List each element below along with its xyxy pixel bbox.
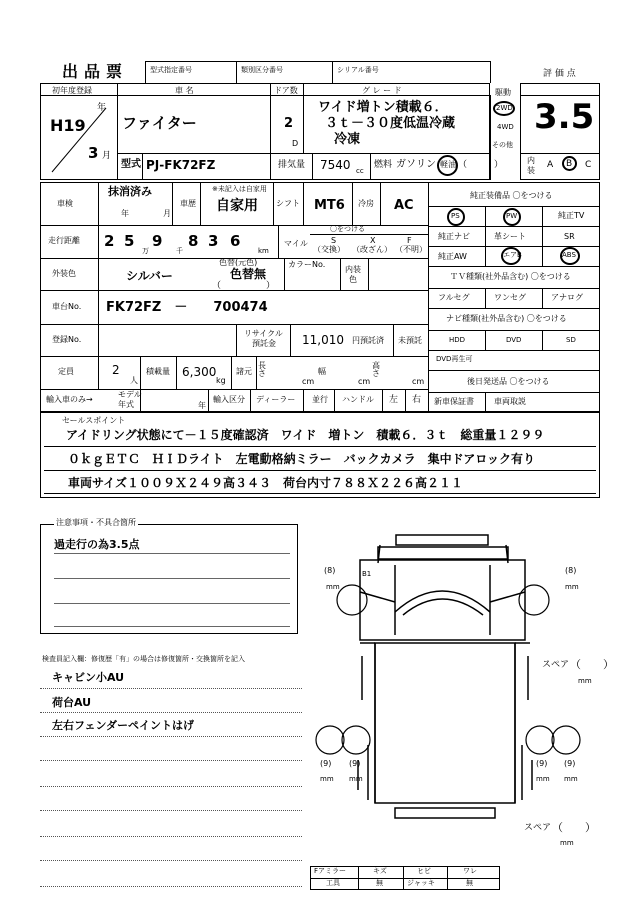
handle-right[interactable]: 右 [412,395,422,405]
tire-fl-depth: (8) [324,566,336,575]
year-unit: 年 [97,103,107,113]
load-label: 積載量 [146,367,170,376]
mile-opt-x-desc: （改ざん） [352,245,392,254]
grade-line-3: 冷凍 [334,132,361,147]
later-warranty[interactable]: 新車保証書 [434,397,474,406]
reg-no-label: 登録No. [52,335,82,344]
spare-2-paren: （ ） [552,821,596,834]
import-parallel[interactable]: 並行 [312,395,328,404]
dims-length-label: 長さ [258,361,266,378]
rear-bumper [395,808,495,818]
mile-opt-f-desc: （不明） [395,245,427,254]
drive-label: 駆動 [495,88,511,97]
color-paren: （ ） [212,281,276,291]
history-note: ※未記入は自家用 [212,185,267,193]
inspector-line-2: 荷台AU [52,696,92,709]
capacity-value: 2 [112,363,120,377]
grade-line-1: ワイド増トン積載６． [318,100,448,115]
recycle-label-2: 預託金 [252,339,276,348]
later-title: 後日発送品 〇をつける [467,377,550,386]
int-c[interactable]: C [585,160,592,170]
drive-4wd[interactable]: 4WD [497,123,514,131]
load-value: 6,300 [182,365,217,379]
cab-body [360,560,525,640]
tires [316,585,580,754]
tv-oneseg[interactable]: ワンセグ [494,293,526,302]
cargo-bed [375,643,515,803]
legend-tools-value: 無 [376,879,383,887]
inspection-label: 車検 [57,199,73,208]
inspection-month: 月 [163,209,171,218]
inspector-line-1: キャビン小AU [52,671,125,684]
spare-1-paren: （ ） [570,658,614,671]
spare-2-label: スペア [524,823,552,833]
disp-value: 7540 [320,158,351,172]
equip-title: 純正装備品 〇をつける [470,191,553,200]
color-change-value: 色替無 [230,267,267,281]
door-label: ドア数 [274,86,298,95]
legend-jack-value: 無 [466,879,473,887]
tire-fl-unit: mm [326,583,340,591]
int-color-label-1: 内装 [345,265,361,274]
color-change-label: 色替(元色) [219,258,258,267]
form-title: 出品票 [62,62,129,81]
tire-rr-inner-unit: mm [536,775,550,783]
mileage-digit: 8 [188,232,199,250]
legend-mirror: Fアミラー [314,867,347,875]
mileage-unit: 千 [176,247,183,255]
handle-label: ハンドル [342,395,374,404]
recycle-value: 11,010 [302,333,344,347]
mileage-unit: 万 [142,247,149,255]
dims-length-unit: cm [302,377,315,386]
spare-1-unit: mm [578,677,592,685]
fuel-value: ガソリン [396,159,436,170]
tire-rl-outer-unit: mm [320,775,334,783]
mileage-digit: 6 [230,232,241,250]
dims-width-label: 幅 [318,367,326,376]
inspection-year: 年 [121,209,129,218]
tire-rear-left-inner [342,726,370,754]
tire-rl-inner-depth: (9) [349,759,361,768]
dims-height-label: 高さ [372,361,380,378]
equip-navi[interactable]: 純正ナビ [438,232,470,241]
import-kind-label: 輸入区分 [213,395,245,404]
equip-sr[interactable]: SR [564,232,575,241]
spare-1-label: スペア [542,660,570,670]
mile-opt-f[interactable]: F [407,236,412,245]
fuel-label: 燃料 [374,160,393,170]
mileage-digit: 9 [152,232,163,250]
fuel-diesel[interactable]: 軽油 [440,160,456,169]
mile-opt-x[interactable]: X [370,236,376,245]
tire-front-left [337,585,367,615]
tv-fullseg[interactable]: フルセグ [438,293,470,302]
notes-label: 注意事項・不具合箇所 [56,518,136,527]
mark-b1: B1 [362,570,372,578]
inspection-value: 抹消済み [108,185,152,198]
history-label: 車歴 [180,199,196,208]
tire-rr-inner-depth: (9) [536,759,548,768]
month-unit: 月 [102,151,112,161]
tire-rr-outer-unit: mm [564,775,578,783]
notes-line-1: 過走行の為3.5点 [54,538,140,551]
history-value: 自家用 [216,198,258,214]
reg-label: 初年度登録 [52,86,92,95]
mileage-unit: km [258,247,269,255]
disp-unit: cc [356,167,364,175]
mile-note: 〇をつける [330,225,365,233]
legend-jack: ジャッキ [407,879,435,887]
cab-roof [396,535,488,545]
dims-height-unit: cm [412,377,425,386]
int-a[interactable]: A [547,160,554,170]
spare-2-unit: mm [560,839,574,847]
color-no-label: カラーNo. [288,260,326,269]
mileage-digit: 2 [104,232,115,250]
model-year-label-1: モデル [118,390,142,399]
recycle-label-1: リサイクル [244,329,283,338]
color-value: シルバー [126,269,173,283]
score-label: 評 価 点 [543,69,576,79]
fuel-other: （ ） [458,160,504,170]
mileage-digit: 5 [124,232,135,250]
tire-rear-left-outer [316,726,344,754]
model-year-label-2: 年式 [118,400,134,409]
legend-crack: ヒビ [417,867,431,875]
capacity-unit: 人 [130,376,138,385]
recycle-no: 未預託 [398,336,422,345]
import-dealer[interactable]: ディーラー [256,395,296,404]
equip-abs[interactable]: ABS [562,251,576,259]
ac-label: 冷房 [358,199,374,208]
type-value: PJ-FK72FZ [146,158,216,172]
navi-dvd[interactable]: DVD [506,336,522,344]
tire-front-right [519,585,549,615]
doors: 2 [284,116,294,131]
legend-scratch: キズ [373,867,387,875]
sales-label: セールスポイント [62,416,126,425]
tire-rl-inner-unit: mm [349,775,363,783]
dims-width-unit: cm [358,377,371,386]
tire-fr-unit: mm [565,583,579,591]
int-color-label-2: 色 [349,275,357,284]
inspector-label: 検査員記入欄：修復歴「有」の場合は修復箇所・交換箇所を記入 [42,655,245,663]
later-manual[interactable]: 車両取説 [494,397,526,406]
car-name: ファイター [122,114,197,132]
name-label: 車 名 [175,86,194,95]
door-unit: D [292,139,299,148]
field-type-spec: 型式指定番号 [150,66,192,74]
type-label: 型式 [121,159,141,170]
equip-leather[interactable]: 革シート [494,232,526,241]
grade-line-2: ３ｔ－３０度低温冷蔵 [325,116,456,131]
sales-line-3: 車両サイズ１００９Ｘ２４９高３４３ 荷台内寸７８８Ｘ２２６高２１１ [68,476,464,490]
handle-left[interactable]: 左 [389,395,399,405]
score-value: 3.5 [534,97,595,137]
load-unit: kg [216,376,226,385]
sales-line-1: アイドリング状態にて－１５度確認済 ワイド 増トン 積載６．３ｔ 総重量１２９９ [66,428,545,442]
dvd-play[interactable]: DVD再生可 [436,355,473,363]
color-label: 外装色 [52,269,76,278]
tv-title: ＴＶ種類(社外品含む) 〇をつける [450,272,571,281]
navi-title: ナビ種類(社外品含む) 〇をつける [446,314,567,323]
mile-opt-s[interactable]: S [331,236,337,245]
model-year-unit: 年 [198,401,206,410]
grade-label: グ レ ー ド [362,86,402,95]
disp-label: 排気量 [278,160,306,170]
field-class-no: 類別区分番号 [241,66,283,74]
mile-label: マイル [284,239,308,248]
capacity-label: 定員 [58,367,74,376]
dims-label: 諸元 [236,367,252,376]
cab-front [378,547,508,559]
shift-value: MT6 [314,198,345,213]
mile-opt-s-desc: （交換） [313,245,345,254]
sales-line-2: ０ｋｇＥＴＣ ＨＩＤライト 左電動格納ミラー バックカメラ 集中ドアロック有り [68,452,536,466]
equip-ps[interactable]: PS [451,212,460,220]
reg-month: 3 [88,144,99,162]
drive-2wd[interactable]: 2WD [496,104,513,112]
equip-aw[interactable]: 純正AW [438,252,467,261]
windshield [395,591,490,612]
tire-fr-depth: (8) [565,566,577,575]
int-label-1: 内 [527,156,535,165]
tire-rl-outer-depth: (9) [320,759,332,768]
int-label-2: 装 [527,166,535,175]
legend-tools: 工具 [326,879,340,887]
inspector-line-3: 左右フェンダーペイントはげ [52,719,195,732]
mileage-digit: 3 [208,232,219,250]
equip-pw[interactable]: PW [506,212,518,220]
field-serial: シリアル番号 [337,66,379,74]
chassis-label: 車台No. [52,302,82,311]
reg-era: H19 [50,116,86,135]
tire-rear-right-inner [526,726,554,754]
legend-break: ワレ [463,867,477,875]
mileage-label: 走行距離 [48,236,80,245]
shift-label: シフト [276,199,300,208]
drive-other[interactable]: その他 [492,141,513,149]
navi-hdd[interactable]: HDD [449,336,466,344]
tire-rear-right-outer [552,726,580,754]
tire-rr-outer-depth: (9) [564,759,576,768]
navi-sd[interactable]: SD [566,336,576,344]
ac-value: AC [394,198,414,213]
int-b[interactable]: B [566,159,573,169]
import-label: 輸入車のみ→ [46,395,93,404]
recycle-unit: 円預託済 [352,336,384,345]
chassis-value: FK72FZ － 700474 [106,300,268,315]
equip-tv[interactable]: 純正TV [558,211,585,220]
tv-analog[interactable]: アナログ [551,293,583,302]
equip-airbag[interactable]: エアB [503,251,522,259]
